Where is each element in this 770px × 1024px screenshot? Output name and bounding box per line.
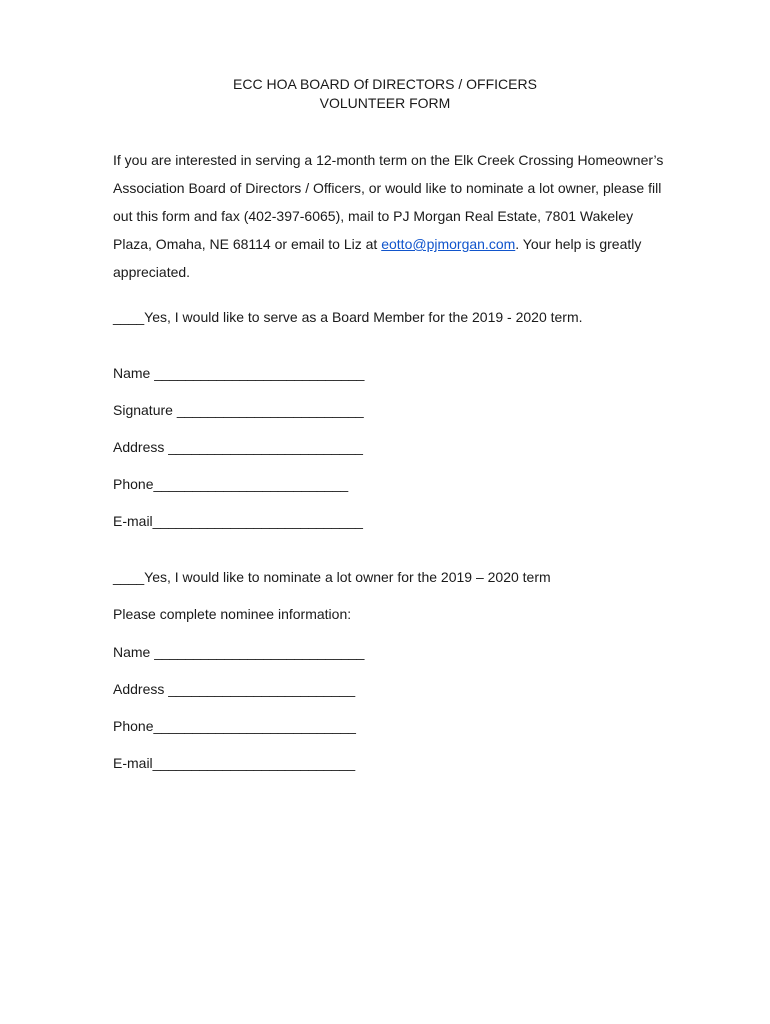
- intro-paragraph: [113, 146, 673, 286]
- nominee-name-field[interactable]: Name ___________________________: [113, 644, 365, 660]
- form-title-line2: VOLUNTEER FORM: [319, 95, 451, 111]
- nominate-checkbox-line[interactable]: ____Yes, I would like to nominate a lot owner for the 2019 – 2020 term: [113, 569, 551, 585]
- intro-text-before-link: If you are interested in serving a 12-month term on the Elk Creek Crossing Homeowner’s Association Board of Directors / Officers, or would like to nominate a lot owner, please fill out this form and fax (402-397-6065), mail to PJ Morgan Real Estate, 7801 Wakeley Plaza, Omaha, NE 68114 or email to Liz at: [113, 152, 664, 252]
- board-email-field[interactable]: E-mail___________________________: [113, 513, 363, 529]
- intro-text-after-link: . Your help is greatly appreciated.: [113, 236, 642, 280]
- board-member-checkbox-line[interactable]: ____Yes, I would like to serve as a Board Member for the 2019 - 2020 term.: [113, 309, 583, 325]
- board-signature-field[interactable]: Signature ________________________: [113, 402, 364, 418]
- board-phone-field[interactable]: Phone_________________________: [113, 476, 349, 492]
- email-link[interactable]: eotto@pjmorgan.com: [381, 236, 516, 252]
- form-title-line1: ECC HOA BOARD Of DIRECTORS / OFFICERS: [233, 76, 537, 92]
- nominee-instruction: Please complete nominee information:: [113, 606, 352, 622]
- board-address-field[interactable]: Address _________________________: [113, 439, 363, 455]
- nominee-email-field[interactable]: E-mail__________________________: [113, 755, 356, 771]
- board-name-field[interactable]: Name ___________________________: [113, 365, 365, 381]
- nominee-phone-field[interactable]: Phone__________________________: [113, 718, 356, 734]
- nominee-address-field[interactable]: Address ________________________: [113, 681, 356, 697]
